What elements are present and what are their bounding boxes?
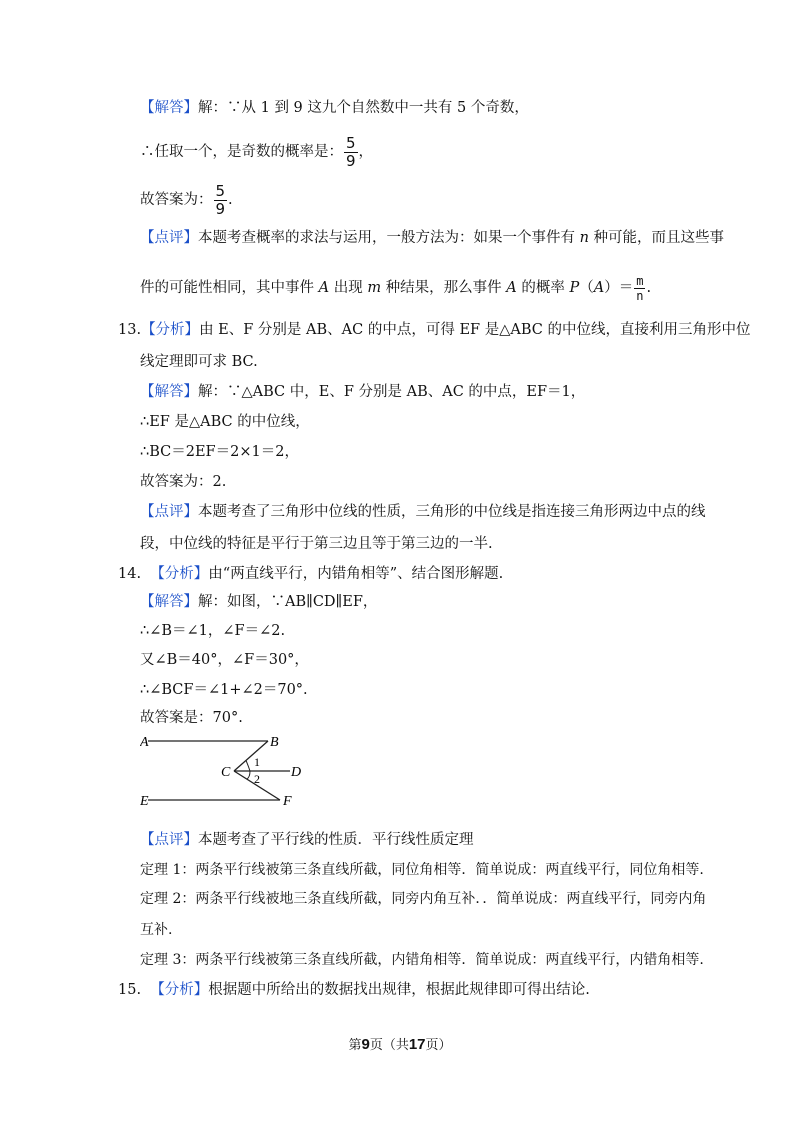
q12-answer-line [140,180,233,220]
var-A: A [593,280,605,296]
q12-dianping-line [140,228,724,248]
q13-dianping-line [140,502,706,522]
q12-probability-fraction [344,135,358,170]
q14-fenxi-text: 由“两直线平行，内错角相等”、结合图形解题. [208,566,504,582]
q12-dianping2-text-a: 件的可能性相同，其中事件 [140,280,319,296]
label-C: C [221,765,231,780]
q13-answer: 故答案为：2. [140,474,227,490]
q14-jieda-text: 解：如图，∵AB∥CD∥EF， [198,594,378,610]
footer-mid: 页（共 [369,1038,409,1053]
q15-fenxi-tag: 【分析】 [150,982,209,998]
footer-post: 页） [425,1038,452,1053]
q14-step2: ∴∠B＝∠1，∠F＝∠2. [140,623,286,639]
q14-theorem3: 定理 3：两条平行线被第三条直线所截，内错角相等．简单说成：两直线平行，内错角相等. [140,952,704,968]
q14-theorem1: 定理 1：两条平行线被第三条直线所截，同位角相等．简单说成：两直线平行，同位角相等. [140,862,704,878]
q12-probability-tail: ， [358,144,374,160]
q12-jieda-tag: 【解答】 [140,100,198,116]
q14-theorem2-cont: 互补. [140,922,173,938]
q14-fenxi-line [118,564,503,584]
q12-dianping2-text-b: 出现 [329,280,368,296]
var-P: P [569,280,580,296]
q13-jieda-tag: 【解答】 [140,384,198,400]
line-BC [234,741,268,771]
q12-answer-fraction [214,183,228,218]
q12-dianping-tag: 【点评】 [140,230,198,246]
q12-jieda-line [140,98,529,118]
angle-1-arc [246,761,250,772]
q12-dianping2-text-e: （ [579,280,594,296]
q14-dianping-tag: 【点评】 [140,832,198,848]
q14-step4: ∴∠BCF＝∠1+∠2＝70°. [140,682,308,698]
q12-dianping-text-a: 本题考查概率的求法与运用，一般方法为：如果一个事件有 [198,230,580,246]
q12-dianping-text-b: 种可能，而且这些事 [588,230,725,246]
q14-jieda-tag: 【解答】 [140,594,198,610]
q14-fenxi-tag: 【分析】 [150,566,209,582]
q13-fenxi-text: 由 E、F 分别是 AB、AC 的中点，可得 EF 是△ABC 的中位线，直接利用三角形中位 [199,322,751,338]
var-m: m [367,280,382,296]
q12-dianping2-text-c: 种结果，那么事件 [381,280,507,296]
q12-jieda-text: 解：∵从 1 到 9 这九个自然数中一共有 5 个奇数， [198,100,529,116]
q12-dianping2-fraction [634,274,645,303]
var-A: A [506,280,517,296]
fraction-denominator: 9 [346,151,356,170]
q13-jieda-line [140,382,585,402]
q12-answer-text: 故答案为： [140,192,213,208]
page-footer [0,1034,800,1053]
q12-probability-text: ∴任取一个，是奇数的概率是： [140,144,343,160]
page-number: 9 [361,1036,370,1053]
label-B: B [270,735,279,750]
q14-jieda-line [140,592,377,612]
angle-2-arc [247,771,250,779]
q14-step3: 又∠B＝40°，∠F＝30°， [140,652,309,668]
q14-theorem2: 定理 2：两条平行线被地三条直线所截，同旁内角互补．．简单说成：两直线平行，同旁内角 [140,891,707,907]
q13-dianping-tag: 【点评】 [140,504,198,520]
page-total: 17 [408,1036,426,1053]
q14-dianping-line [140,830,474,850]
fraction-numerator: 5 [215,181,226,200]
label-angle-2: 2 [254,772,260,786]
fraction-numerator: 5 [346,133,356,152]
q14-number: 14. [118,566,142,582]
parallel-lines-figure [140,732,320,812]
q13-fenxi-line2 [140,352,258,372]
label-angle-1: 1 [254,755,260,769]
q13-fenxi-tag: 【分析】 [141,322,200,338]
q13-fenxi2-text: 线定理即可求 BC. [140,354,258,370]
q13-number: 13. [118,322,142,338]
q13-fenxi-line [118,320,750,340]
label-E: E [140,794,149,809]
q12-dianping-var-n: n [579,230,589,246]
q12-answer-tail: . [228,192,233,208]
footer-pre: 第 [348,1038,362,1053]
q12-dianping2-text-d: 的概率 [516,280,570,296]
fraction-denominator: 9 [215,199,226,218]
q12-probability-line [140,132,373,172]
q14-answer: 故答案是：70°. [140,710,243,726]
q13-step2: ∴EF 是△ABC 的中位线， [140,414,310,430]
q15-number: 15. [118,982,142,998]
fraction-numerator: m [636,273,644,288]
q12-dianping2-tail: . [646,280,652,296]
fraction-denominator: n [636,288,644,303]
q15-fenxi-text: 根据题中所给出的数据找出规律，根据此规律即可得出结论. [208,982,590,998]
q12-dianping2-text-f: ）＝ [604,280,634,296]
var-A: A [318,280,330,296]
q14-dianping-text: 本题考查了平行线的性质．平行线性质定理 [198,832,474,848]
q12-dianping-line2 [140,268,651,308]
q13-dianping-text: 本题考查了三角形中位线的性质，三角形的中位线是指连接三角形两边中点的线 [198,504,706,520]
q13-jieda-text: 解：∵△ABC 中，E、F 分别是 AB、AC 的中点，EF＝1， [198,384,586,400]
label-A: A [140,735,149,750]
label-D: D [291,765,302,780]
q13-step3: ∴BC＝2EF＝2×1＝2， [140,444,299,460]
q15-fenxi-line [118,980,590,1000]
label-F: F [283,794,292,809]
q13-dianping-line2: 段，中位线的特征是平行于第三边且等于第三边的一半. [140,536,493,552]
